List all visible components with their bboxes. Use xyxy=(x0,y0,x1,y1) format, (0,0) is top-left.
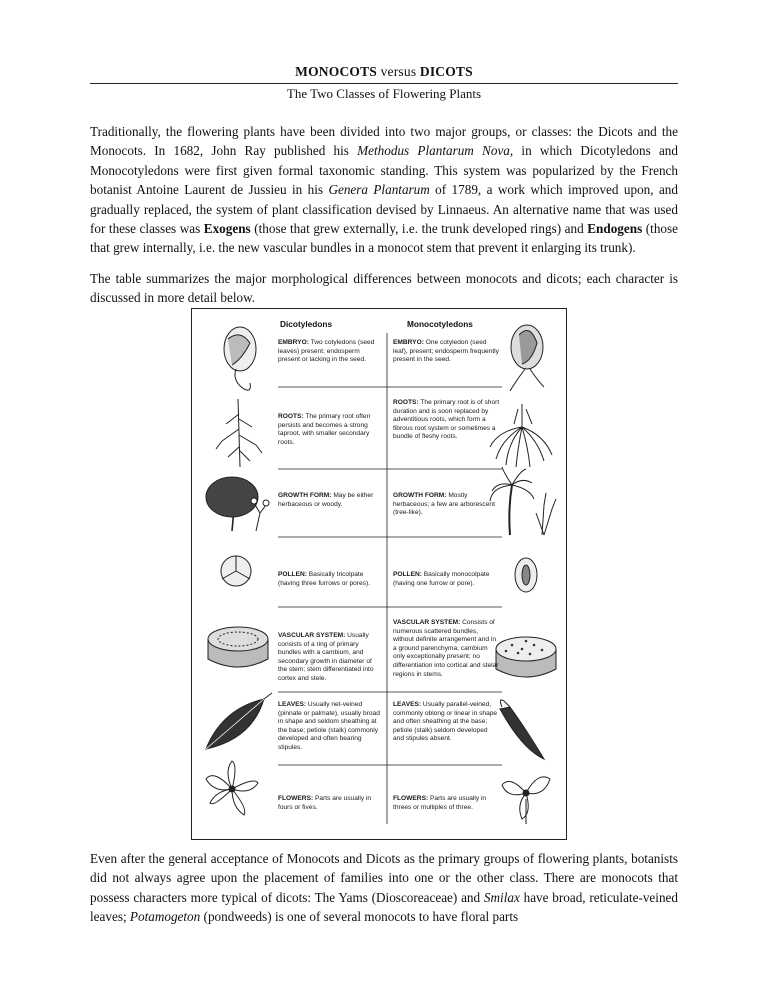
title-versus: versus xyxy=(377,64,420,79)
char-text: Usually consists of a ring of primary bundles with a cambium, and secondary growth in diameter of the stem; stem differentiated into cortex and stele. xyxy=(278,632,374,682)
title-monocots: MONOCOTS xyxy=(295,64,378,79)
char-text: Consists of numerous scattered bundles, without definite arrangement and in a ground parenchyma; cambium only exceptionally present; no differentiation into cortical and stelar regions in stems. xyxy=(393,619,499,678)
char-key: EMBRYO: xyxy=(393,339,424,346)
char-key: GROWTH FORM: xyxy=(278,492,332,499)
title-dicots: DICOTS xyxy=(419,64,473,79)
exceptions-paragraph xyxy=(90,849,678,927)
monocot-flowers-text xyxy=(393,795,500,812)
text-run: (pondweeds) is one of several monocots to have floral parts xyxy=(200,909,519,925)
text-run: of 1789, a work which improved upon, and gradually replaced, the system of plant classification devised by Linnaeus. An alternative name that was used for these classes was xyxy=(90,182,678,237)
monocot-pollen-icon xyxy=(515,558,537,592)
dicot-growth-text xyxy=(278,492,380,509)
dicot-pollen-text xyxy=(278,571,380,588)
char-key: POLLEN: xyxy=(393,571,422,578)
dicot-flower-icon xyxy=(206,761,258,815)
dicot-leaf-icon xyxy=(206,693,272,749)
char-key: VASCULAR SYSTEM: xyxy=(278,632,346,639)
monocot-leaf-icon xyxy=(500,700,544,759)
italic-genus: Smilax xyxy=(483,889,520,905)
text-run: Even after the general acceptance of Monocots and Dicots as the primary groups of flowering plants, botanists did not always agree upon the placement of families into one or the other class. There are monocots that possess characters more typical of dicots: The Yams (Dioscoreaceae) and xyxy=(90,851,678,905)
char-key: VASCULAR SYSTEM: xyxy=(393,619,461,626)
column-head-dicot: Dicotyledons xyxy=(280,319,333,329)
dicot-embryo-icon xyxy=(224,327,256,390)
table-intro-paragraph: The table summarizes the major morphological differences between monocots and dicots; each character is discussed in more detail below. xyxy=(90,271,678,306)
dicot-embryo-text xyxy=(278,339,380,365)
char-text: Basically tricolpate (having three furrows or pores). xyxy=(278,571,370,587)
text-run: (those that grew externally, i.e. the trunk developed rings) and xyxy=(250,221,588,237)
char-text: Parts are usually in threes or multiples of three. xyxy=(393,795,487,811)
char-text: May be either herbaceous or woody. xyxy=(278,492,374,508)
page-subtitle: The Two Classes of Flowering Plants xyxy=(286,86,482,101)
title-block xyxy=(90,64,678,102)
monocot-leaves-text xyxy=(393,701,500,744)
dicot-leaves-text xyxy=(278,701,380,753)
monocot-vascular-text xyxy=(393,619,500,679)
char-text: Parts are usually in fours or fives. xyxy=(278,795,372,811)
char-text: Usually net-veined (pinnate or palmate), usually broad in shape and seldom sheathing at the base; petiole (stalk) commonly developed and often bearing stipules. xyxy=(278,701,380,751)
text-run: Traditionally, the flowering plants have been divided into two major groups, or classes: the Dicots and the Monocots. In 1682, John Ray published his xyxy=(90,124,678,159)
dicot-tree-icon xyxy=(206,477,269,531)
char-text: Mostly herbaceous; a few are arborescent (tree-like). xyxy=(393,492,495,517)
char-key: ROOTS: xyxy=(278,413,304,420)
char-key: POLLEN: xyxy=(278,571,307,578)
dicot-flowers-text xyxy=(278,795,380,812)
comparison-figure xyxy=(191,308,567,840)
text-run: have broad, reticulate-veined leaves; xyxy=(90,889,678,925)
bold-term: Exogens xyxy=(203,221,251,237)
dicot-roots-text xyxy=(278,413,380,447)
char-text: The primary root often persists and becomes a strong taproot, with smaller secondary roots. xyxy=(278,413,371,446)
char-key: LEAVES: xyxy=(278,701,307,708)
char-key: LEAVES: xyxy=(393,701,422,708)
dicot-taproot-icon xyxy=(216,399,262,467)
monocot-embryo-text xyxy=(393,339,500,365)
dicot-stem-section-icon xyxy=(208,627,268,667)
char-key: EMBRYO: xyxy=(278,339,309,346)
char-key: ROOTS: xyxy=(393,399,419,406)
monocot-embryo-icon xyxy=(510,325,544,391)
char-key: FLOWERS: xyxy=(278,795,314,802)
monocot-growth-text xyxy=(393,492,500,518)
char-key: GROWTH FORM: xyxy=(393,492,447,499)
bold-term: Endogens xyxy=(587,221,643,237)
monocot-stem-section-icon xyxy=(496,637,556,677)
char-text: Basically monocolpate (having one furrow or pore). xyxy=(393,571,490,587)
char-text: The primary root is of short duration and is soon replaced by adventitious roots, which form a fibrous root system or sometimes a bundle of fleshy roots. xyxy=(393,399,500,441)
monocot-roots-text xyxy=(393,399,500,442)
monocot-flower-icon xyxy=(502,777,550,824)
char-key: FLOWERS: xyxy=(393,795,429,802)
column-head-monocot: Monocotyledons xyxy=(407,319,473,329)
italic-title: Genera Plantarum xyxy=(328,182,430,198)
dicot-vascular-text xyxy=(278,632,380,684)
monocot-pollen-text xyxy=(393,571,500,588)
char-text: Two cotyledons (seed leaves) present; endosperm present or lacking in the seed. xyxy=(278,339,375,364)
page-title xyxy=(90,64,678,80)
text-run: , in which Dicotyledons and Monocotyledons were first given formal taxonomic standing. This system was popularized by the French botanist Antoine Laurent de Jussieu in his xyxy=(90,143,678,198)
dicot-pollen-icon xyxy=(221,556,251,586)
italic-genus: Potamogeton xyxy=(129,909,201,925)
char-text: One cotyledon (seed leaf), present; endosperm frequently present in the seed. xyxy=(393,339,499,364)
italic-title: Methodus Plantarum Nova xyxy=(357,143,510,159)
char-text: Usually parallel-veined, commonly oblong or linear in shape and often sheathing at the base; petiole (stalk) seldom developed and stipules absent. xyxy=(393,701,498,743)
title-rule xyxy=(90,83,678,84)
text-run: (those that grew internally, i.e. the new vascular bundles in a monocot stem that prevent it enlarging its trunk). xyxy=(90,221,679,256)
intro-paragraph xyxy=(90,122,678,258)
